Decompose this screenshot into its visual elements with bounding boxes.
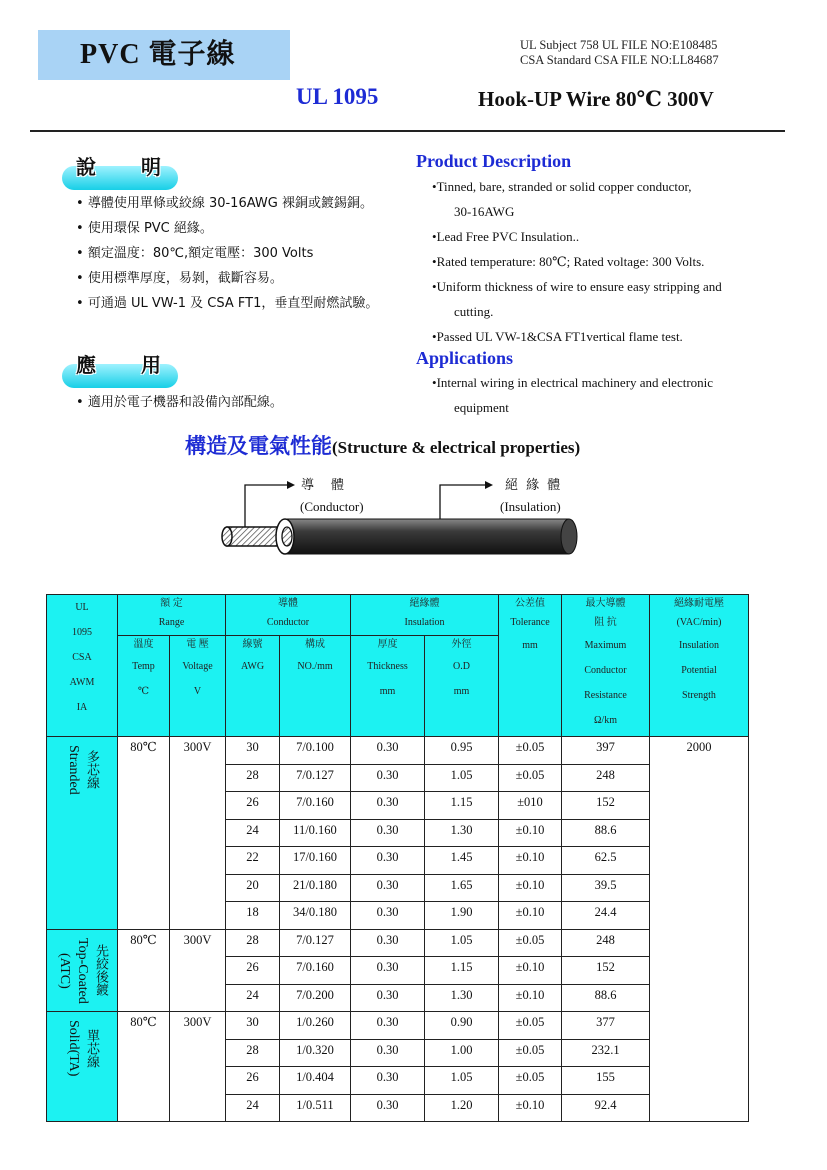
table-cell: 1.90 [425,902,499,930]
table-cell: 24 [226,819,280,847]
table-cell: ±0.10 [499,874,562,902]
list-item: • Uniform thickness of wire to ensure easy stripping and [432,274,792,299]
table-cell: ±010 [499,792,562,820]
table-cell: 1/0.320 [280,1039,351,1067]
table-cell: 1.45 [425,847,499,875]
header-standards: UL 1095 CSA AWM IA [47,595,118,737]
list-item: • Rated temperature: 80℃; Rated voltage: 300 Volts. [432,249,792,274]
table-cell: 24 [226,1094,280,1122]
ul-file-number: UL Subject 758 UL FILE NO:E108485 [520,38,718,52]
spec-table [46,594,749,1122]
table-cell: 1.20 [425,1094,499,1122]
table-cell: 1.30 [425,819,499,847]
header-temp: 溫度 Temp ℃ [118,636,170,737]
rated-voltage-cell: 300V [170,929,226,1012]
table-cell: 30 [226,1012,280,1040]
header-insulation-strength: 絕緣耐電壓 (VAC/min) Insulation Potential Strength [650,595,749,737]
conductor-label-en: (Conductor) [300,499,364,514]
app-list-en [432,370,792,420]
table-cell: 88.6 [562,819,650,847]
insulation-label-en: (Insulation) [500,499,561,514]
header-range: 額 定 Range [118,595,226,636]
table-cell: ±0.10 [499,984,562,1012]
table-cell: 92.4 [562,1094,650,1122]
list-item: • Passed UL VW-1&CSA FT1vertical flame test. [432,324,792,349]
table-cell: 0.30 [351,737,425,765]
list-item: • 可通過 UL VW-1 及 CSA FT1，垂直型耐燃試驗。 [76,291,406,316]
table-cell: 26 [226,792,280,820]
table-cell: ±0.10 [499,819,562,847]
table-cell: 1.00 [425,1039,499,1067]
insulation-strength-cell: 2000 [650,737,749,1122]
table-cell: 34/0.180 [280,902,351,930]
table-cell: 1.15 [425,792,499,820]
table-cell: 17/0.160 [280,847,351,875]
table-cell: 248 [562,929,650,957]
product-name: Hook-UP Wire 80℃ 300V [478,87,714,111]
table-cell: ±0.05 [499,764,562,792]
rated-temp-cell: 80℃ [118,737,170,930]
table-cell: 0.30 [351,874,425,902]
insulation-sheath [285,519,569,554]
conductor-label-zh: 導 體 [301,478,347,493]
rated-voltage-cell: 300V [170,1012,226,1122]
table-cell: ±0.05 [499,1067,562,1095]
table-cell: 7/0.160 [280,957,351,985]
list-item: • 使用標準厚度，易剝，截斷容易。 [76,266,406,291]
group-label-cell [47,929,118,1012]
table-cell: 1.05 [425,1067,499,1095]
table-cell: 0.30 [351,957,425,985]
rated-temp-cell: 80℃ [118,1012,170,1122]
table-cell: 24 [226,984,280,1012]
table-cell: 26 [226,1067,280,1095]
table-cell: 7/0.100 [280,737,351,765]
header-insulation: 絕緣體 Insulation [351,595,499,636]
header-construction: 構成 NO./mm [280,636,351,737]
table-cell: 0.30 [351,847,425,875]
table-cell: 28 [226,764,280,792]
desc-list-en [432,174,792,349]
list-item-cont: equipment [454,400,509,415]
desc-list-zh [76,191,406,316]
list-item: • Lead Free PVC Insulation.. [432,224,792,249]
insulation-label-zh: 絕 緣 體 [505,478,563,493]
table-cell: ±0.05 [499,1012,562,1040]
table-cell: 1/0.404 [280,1067,351,1095]
table-cell: 7/0.127 [280,764,351,792]
rated-temp-cell: 80℃ [118,929,170,1012]
header-voltage: 電 壓 Voltage V [170,636,226,737]
table-cell: 0.30 [351,1012,425,1040]
table-cell: 152 [562,957,650,985]
table-cell: 397 [562,737,650,765]
table-cell: 232.1 [562,1039,650,1067]
header-conductor: 導體 Conductor [226,595,351,636]
list-item: • 使用環保 PVC 絕緣。 [76,216,406,241]
table-cell: 0.30 [351,1094,425,1122]
list-item: • Tinned, bare, stranded or solid copper conductor, [432,174,792,199]
table-row [47,1012,749,1040]
desc-heading-zh: 說 明 [76,157,181,179]
group-label: 單芯線 Solid(TA) [66,1020,99,1077]
table-cell: 11/0.160 [280,819,351,847]
table-row [47,737,749,765]
model-number: UL 1095 [296,84,379,109]
table-cell: 1/0.260 [280,1012,351,1040]
table-cell: 1.05 [425,929,499,957]
applications-heading: Applications [416,348,514,368]
table-cell: 0.30 [351,764,425,792]
header-thickness: 厚度 Thickness mm [351,636,425,737]
table-cell: 7/0.127 [280,929,351,957]
table-cell: 30 [226,737,280,765]
structure-title [185,430,580,460]
table-cell: ±0.10 [499,847,562,875]
table-cell: 18 [226,902,280,930]
group-label-cell [47,737,118,930]
table-cell: 1.15 [425,957,499,985]
table-cell: ±0.10 [499,957,562,985]
table-cell: ±0.05 [499,929,562,957]
table-cell: 0.30 [351,984,425,1012]
header-divider [30,130,785,132]
page-title: PVC 電子線 [80,39,236,70]
table-cell: 0.90 [425,1012,499,1040]
table-cell: 377 [562,1012,650,1040]
table-cell: ±0.10 [499,1094,562,1122]
product-description-heading: Product Description [416,151,572,171]
group-label: 多芯線 Stranded [66,745,99,795]
table-cell: 26 [226,957,280,985]
table-cell: 1/0.511 [280,1094,351,1122]
table-cell: 28 [226,1039,280,1067]
app-heading-zh: 應 用 [76,355,181,377]
table-cell: 21/0.180 [280,874,351,902]
table-cell: 20 [226,874,280,902]
list-item: • 額定溫度：80℃,額定電壓：300 Volts [76,241,406,266]
table-cell: 0.30 [351,1039,425,1067]
list-item: • 適用於電子機器和設備內部配線。 [76,390,406,415]
list-item: • Internal wiring in electrical machinery and electronic [432,370,792,395]
table-cell: 62.5 [562,847,650,875]
list-item-cont: cutting. [454,304,494,319]
table-cell: 0.95 [425,737,499,765]
header-tolerance: 公差值 Tolerance mm [499,595,562,737]
table-cell: 7/0.200 [280,984,351,1012]
insulation-leader [440,485,485,519]
app-list-zh [76,390,406,415]
table-cell: 28 [226,929,280,957]
group-label: 先絞後鍍 Top-Coated (ATC) [57,937,108,1004]
header-od: 外徑 O.D mm [425,636,499,737]
table-cell: 24.4 [562,902,650,930]
table-cell: 22 [226,847,280,875]
table-cell: 39.5 [562,874,650,902]
list-item-cont: 30-16AWG [454,204,515,219]
table-cell: 1.30 [425,984,499,1012]
csa-file-number: CSA Standard CSA FILE NO:LL84687 [520,53,719,67]
table-cell: 0.30 [351,1067,425,1095]
table-cell: 1.65 [425,874,499,902]
table-cell: 88.6 [562,984,650,1012]
table-cell: 0.30 [351,792,425,820]
table-cell: 152 [562,792,650,820]
table-cell: 0.30 [351,819,425,847]
table-cell: ±0.05 [499,1039,562,1067]
table-cell: 0.30 [351,929,425,957]
structure-title-zh: 構造及電氣性能 [185,434,332,458]
table-cell: 1.05 [425,764,499,792]
header-resistance: 最大導體 阻 抗 Maximum Conductor Resistance Ω/km [562,595,650,737]
table-cell: ±0.10 [499,902,562,930]
rated-voltage-cell: 300V [170,737,226,930]
list-item: • 導體使用單條或絞線 30-16AWG 裸銅或鍍錫銅。 [76,191,406,216]
group-label-cell [47,1012,118,1122]
header-awg: 線號 AWG [226,636,280,737]
table-cell: 155 [562,1067,650,1095]
table-cell: 7/0.160 [280,792,351,820]
table-cell: 0.30 [351,902,425,930]
table-cell: ±0.05 [499,737,562,765]
structure-title-en: (Structure & electrical properties) [332,438,581,457]
file-numbers [520,38,719,68]
table-cell: 248 [562,764,650,792]
table-row [47,929,749,957]
